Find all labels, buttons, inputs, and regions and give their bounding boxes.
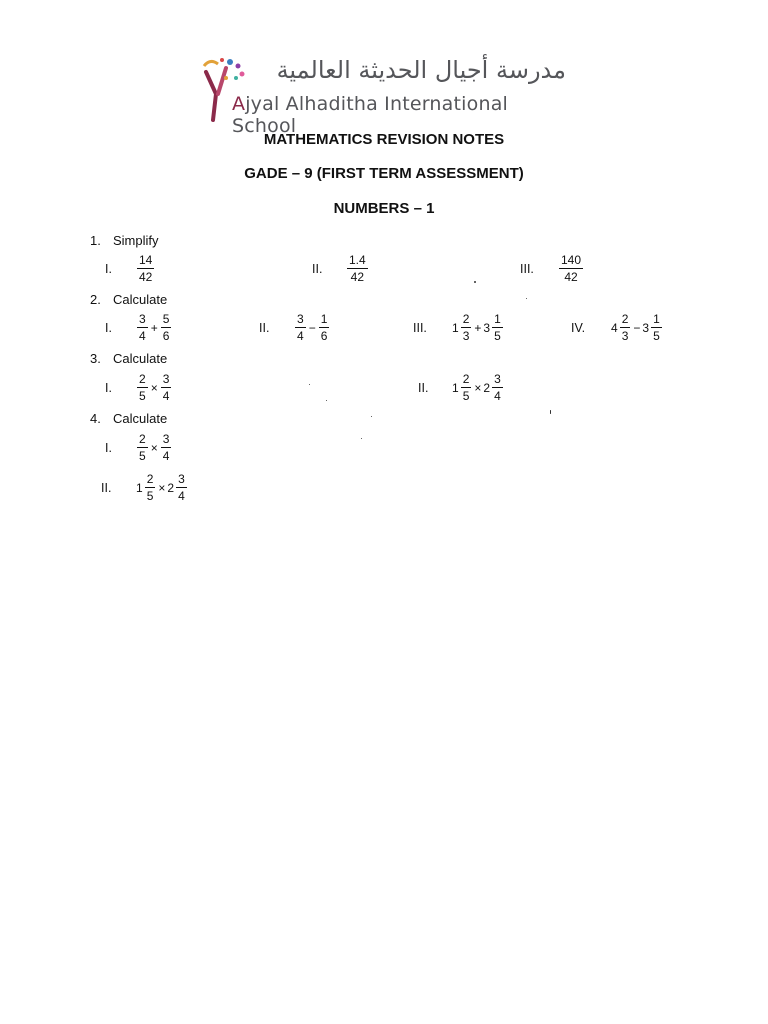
fraction [137,373,148,402]
operator: × [150,380,158,395]
fraction [319,313,330,342]
numerator: 2 [139,372,146,386]
numerator: 2 [462,372,470,386]
operator: × [158,480,166,495]
fraction [651,313,662,342]
numerator: 2 [139,432,146,446]
roman-numeral: I. [105,321,112,335]
numerator: 5 [162,312,170,326]
fraction [347,254,368,283]
denominator: 42 [139,270,153,284]
denominator: 5 [653,329,660,343]
roman-numeral: I. [105,381,112,395]
fraction [137,254,154,283]
numerator: 3 [139,312,146,326]
question-label: Calculate [113,292,168,307]
denominator: 4 [494,389,501,403]
denominator: 5 [146,489,154,503]
school-logo [196,54,572,137]
denominator: 4 [139,329,146,343]
operator: − [308,320,316,335]
q3-i-expression [136,373,172,402]
whole-number: 1 [136,480,143,495]
question-3-header [90,351,167,366]
denominator: 5 [462,389,470,403]
topic-heading: NUMBERS – 1 [333,200,435,217]
denominator: 4 [162,449,170,463]
denominator: 4 [297,329,304,343]
school-name-arabic: مدرسة أجيال الحديثة العالمية [276,56,566,84]
school-name-english-rest: jyal Alhaditha International School [232,93,509,137]
numerator: 2 [462,312,470,326]
denominator: 5 [494,329,501,343]
fraction [492,313,503,342]
question-number: 2. [90,292,101,307]
fraction [295,313,306,342]
denominator: 3 [621,329,629,343]
operator: + [474,320,482,335]
denominator: 5 [139,449,146,463]
roman-numeral: IV. [571,321,586,335]
stray-dot [474,281,476,283]
whole-number: 2 [167,480,175,495]
operator: − [633,320,641,335]
roman-numeral: I. [105,441,112,455]
stray-mark [550,410,551,414]
denominator: 3 [462,329,470,343]
question-number: 3. [90,351,101,366]
roman-numeral: II. [101,481,112,495]
numerator: 1 [653,312,660,326]
whole-number: 1 [452,380,459,395]
numerator: 3 [178,472,185,486]
q4-i-expression [136,433,172,462]
denominator: 4 [178,489,185,503]
stray-dot [326,400,327,401]
q1-iii-expression [558,254,584,283]
question-number: 4. [90,411,101,426]
q2-iv-expression [611,313,663,342]
whole-number: 3 [642,320,650,335]
numerator: 3 [162,372,170,386]
q3-ii-expression [452,373,504,402]
denominator: 42 [564,270,578,284]
q2-iii-expression [452,313,504,342]
q2-ii-expression [294,313,330,342]
question-label: Calculate [113,351,168,366]
fraction [461,373,472,402]
denominator: 6 [162,329,170,343]
fraction [161,433,172,462]
numerator: 1 [494,312,501,326]
denominator: 4 [162,389,170,403]
roman-numeral: III. [520,262,534,276]
fraction [137,433,148,462]
document-title: MATHEMATICS REVISION NOTES [263,131,505,148]
numerator: 2 [146,472,154,486]
question-1-header [90,233,159,248]
fraction [492,373,503,402]
operator: × [150,440,158,455]
fraction [461,313,472,342]
fraction [161,373,172,402]
q1-ii-expression [346,254,369,283]
operator: × [474,380,482,395]
q4-ii-expression [136,473,188,502]
question-label: Calculate [113,411,168,426]
numerator: 3 [297,312,304,326]
fraction [161,313,172,342]
numerator: 140 [561,253,582,267]
numerator: 2 [621,312,629,326]
fraction [137,313,148,342]
q2-i-expression [136,313,172,342]
whole-number: 4 [611,320,618,335]
question-2-header [90,292,167,307]
question-4-header [90,411,167,426]
roman-numeral: I. [105,262,112,276]
fraction [176,473,187,502]
fraction [620,313,631,342]
operator: + [150,320,158,335]
question-label: Simplify [113,233,159,248]
stray-dot [371,416,372,417]
roman-numeral: II. [312,262,323,276]
q1-i-expression [136,254,155,283]
whole-number: 3 [483,320,491,335]
numerator: 1.4 [349,253,366,267]
roman-numeral: II. [418,381,429,395]
fraction [559,254,583,283]
numerator: 3 [494,372,501,386]
fraction [145,473,156,502]
grade-heading: GADE – 9 (FIRST TERM ASSESSMENT) [244,165,524,182]
denominator: 5 [139,389,146,403]
whole-number: 1 [452,320,459,335]
denominator: 6 [320,329,328,343]
school-name-english-initial: A [232,93,246,115]
numerator: 14 [139,253,153,267]
roman-numeral: III. [413,321,427,335]
stray-dot [526,298,527,299]
denominator: 42 [350,270,365,284]
whole-number: 2 [483,380,491,395]
stray-dot [361,438,362,439]
stray-dot [309,384,310,385]
question-number: 1. [90,233,101,248]
numerator: 3 [162,432,170,446]
roman-numeral: II. [259,321,270,335]
numerator: 1 [320,312,328,326]
